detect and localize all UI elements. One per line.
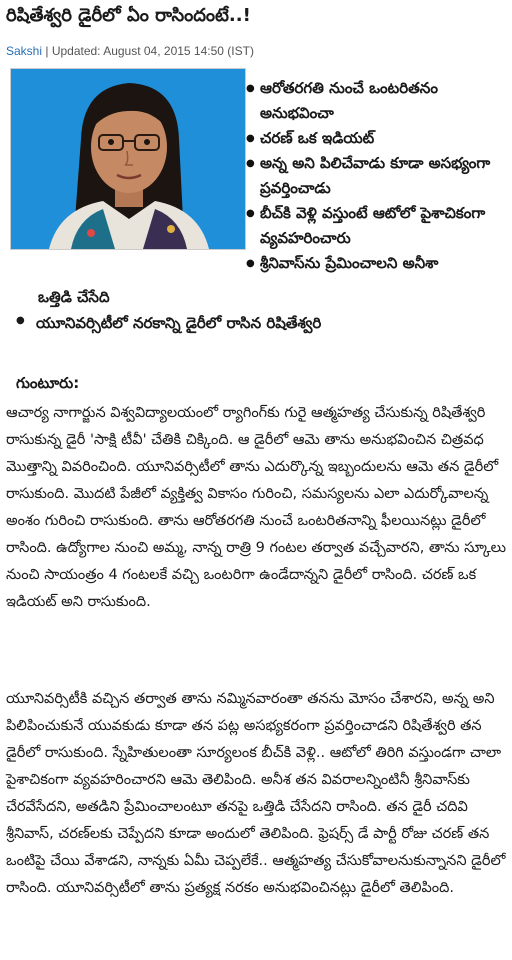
- highlight-item: ● ఆరోతరగతి నుంచే ఒంటరితనం అనుభవించా: [246, 76, 510, 126]
- highlight-item-continued: ఒత్తిడి చేసేది: [38, 288, 110, 306]
- body-paragraph-1: ఆచార్య నాగార్జున విశ్వవిద్యాలయంలో ర్యాగింగ్‌కు గురై ఆత్మహత్య చేసుకున్న రిషితేశ్వరి రాసుకున్న డైరీ 'సాక్షి టీవీ' చేతికి చిక్కింది. ఆ డైరీలో ఆమె తాను అనుభవించిన చిత్రవధ మొత్తాన్ని వివరించింది. యూనివర్సిటీలో తాను ఎదుర్కొన్న ఇబ్బందులను ఆమె తన డైరీలో రాసుకుంది. మొదటి పేజీలో వ్యక్తిత్వ వికాసం గురించి, సమస్యలను ఎలా ఎదుర్కోవాలన్న అంశం గురించి రాసుకుంది. తాను ఆరోతరగతి నుంచే ఒంటరితనాన్ని ఫీలయినట్లు డైరీలో రాసింది. ఉద్యోగాల నుంచి అమ్మ, నాన్న రాత్రి 9 గంటల తర్వాత వచ్చేవారని, తాను స్కూలు నుంచి సాయంత్రం 4 గంటలకే వచ్చి ఒంటరిగా ఉండేదాన్నని డైరీలో రాసింది. చరణ్ ఒక ఇడియట్ అని రాసుకుంది.: [6, 405, 506, 610]
- article-meta: [6, 44, 254, 58]
- highlight-item: ● అన్న అని పిలిచేవాడు కూడా అసభ్యంగా ప్రవర్తించాడు: [246, 151, 510, 201]
- highlights-list: [246, 76, 510, 276]
- portrait-photo: [10, 68, 246, 250]
- body-paragraph-2: యూనివర్సిటీకి వచ్చిన తర్వాత తాను నమ్మినవారంతా తనను మోసం చేశారని, అన్న అని పిలిపించుకునే యువకుడు కూడా తన పట్ల అసభ్యకరంగా ప్రవర్తించాడని రిషితేశ్వరి తన డైరీలో రాసుకుంది. స్నేహితులంతా సూర్యలంక బీచ్‌కి వెళ్లి.. ఆటోలో తిరిగి వస్తుండగా చాలా పైశాచికంగా వ్యవహరించారని ఆమె తెలిపింది. అనీశ తన వివరాలన్నింటినీ శ్రీనివాస్‌కు చేరవేసేదని, అతడిని ప్రేమించాలంటూ తనపై ఒత్తిడి చేసేదని రాసింది. తన డైరీ చదివి శ్రీనివాస్, చరణ్‌లకు చెప్పేదని కూడా అందులో తెలిపింది. ఫ్రెషర్స్ డే పార్టీ రోజు చరణ్ తన ఒంటిపై చేయి వేశాడని, నాన్నకు ఏమీ చెప్పలేకే.. ఆత్మహత్య చేసుకోవాలనుకున్నానని డైరీలో రాసింది. యూనివర్సిటీలో తాను ప్రత్యక్ష నరకం అనుభవించినట్లు డైరీలో తెలిపింది.: [6, 691, 506, 896]
- highlight-item: ● చరణ్ ఒక ఇడియట్: [246, 126, 510, 151]
- dateline: గుంటూరు:: [16, 374, 80, 392]
- highlight-item: ● బీచ్‌కి వెళ్లి వస్తుంటే ఆటోలో పైశాచికంగా వ్యవహరించారు: [246, 201, 510, 251]
- updated-timestamp: | Updated: August 04, 2015 14:50 (IST): [42, 44, 254, 58]
- highlight-item-last: ● యూనివర్సిటీలో నరకాన్ని డైరీలో రాసిన రిషితేశ్వరి: [16, 314, 321, 336]
- highlight-item: ● శ్రీనివాస్‌ను ప్రేమించాలని అనీశా: [246, 251, 510, 276]
- article-headline: రిషితేశ్వరి డైరీలో ఏం రాసిందంటే..!: [6, 5, 251, 26]
- portrait-illustration: [11, 69, 245, 249]
- source-link[interactable]: Sakshi: [6, 44, 43, 58]
